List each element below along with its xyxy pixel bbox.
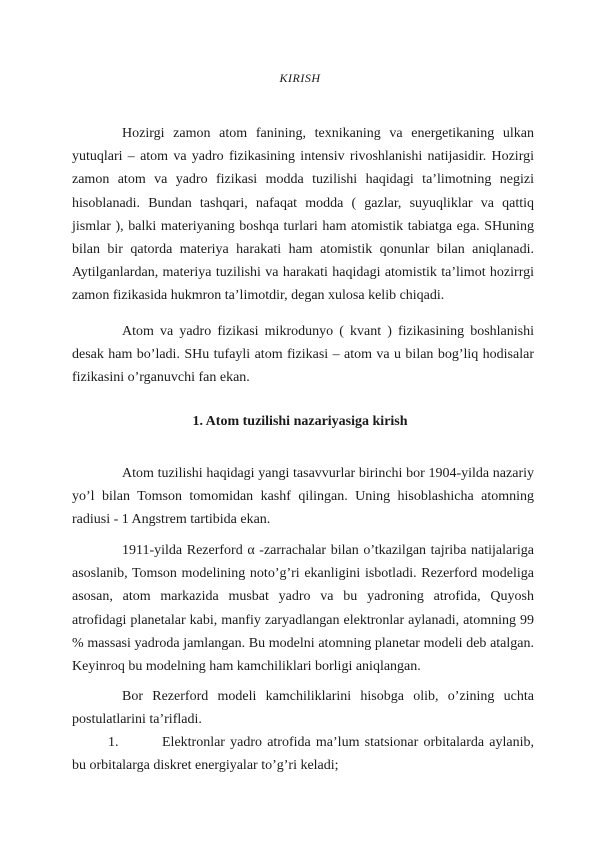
intro-paragraph: Hozirgi zamon atom fanining, texnikaning va energetikaning ulkan yutuqlari – atom va yadro fizikasining intensiv rivoshlanishi natijasidir. Hozirgi zamon atom va yadro fizikasi modda tuzilishi haqidagi ta’limotning negizi hisoblanadi. Bundan tashqari, nafaqat modda ( gazlar, suyuqliklar va qattiq jismlar ), balki materiyaning boshqa turlari ham atomistik tabiatga ega. SHuning bilan bir qatorda materiya harakati ham atomistik qonunlar bilan aniqlanadi. Aytilganlardan, materiya tuzilishi va harakati haqidagi atomistik ta’limot hozirrgi zamon fizikasida hukmron ta’limotdir, degan xulosa kelib chiqadi.: [72, 126, 534, 304]
list-item-number: 1.: [108, 735, 119, 750]
intro-paragraph: Atom va yadro fizikasi mikrodunyo ( kvant ) fizikasining boshlanishi desak ham bo’ladi. SHu tufayli atom fizikasi – atom va u bilan bog’liq hodisalar fizikasini o’rganuvchi fan ekan.: [72, 324, 534, 386]
page-title: KIRISH: [279, 71, 321, 85]
body-paragraph: Bor Rezerford modeli kamchiliklarini hisobga olib, o’zining uchta postulatlarini ta’rifladi.: [72, 689, 534, 728]
body-paragraph: Atom tuzilishi haqidagi yangi tasavvurlar birinchi bor 1904-yilda nazariy yo’l bilan Tomson tomomidan kashf qilingan. Uning hisoblashicha atomning radiusi - 1 Angstrem tartibida ekan.: [72, 466, 534, 528]
body-paragraph: 1911-yilda Rezerford α -zarrachalar bilan o’tkazilgan tajriba natijalariga asoslanib, Tomson modelining noto’g’ri ekanligini isbotladi. Rezerford modeliga asosan, atom markazida musbat yadro va bu yadroning atrofida, Quyosh atrofidagi planetalar kabi, manfiy zaryadlangan elektronlar aylanadi, atomning 99 % massasi yadroda jamlangan. Bu modelni atomning planetar modeli deb atalgan. Keyinroq bu modelning ham kamchiliklari borligi aniqlangan.: [72, 543, 534, 675]
section-heading: 1. Atom tuzilishi nazariyasiga kirish: [192, 414, 408, 429]
list-item-text: Elektronlar yadro atrofida ma’lum statsionar orbitalarda aylanib, bu orbitalarga diskret energiyalar to’g’ri keladi;: [72, 735, 534, 774]
list-item: [72, 731, 534, 777]
